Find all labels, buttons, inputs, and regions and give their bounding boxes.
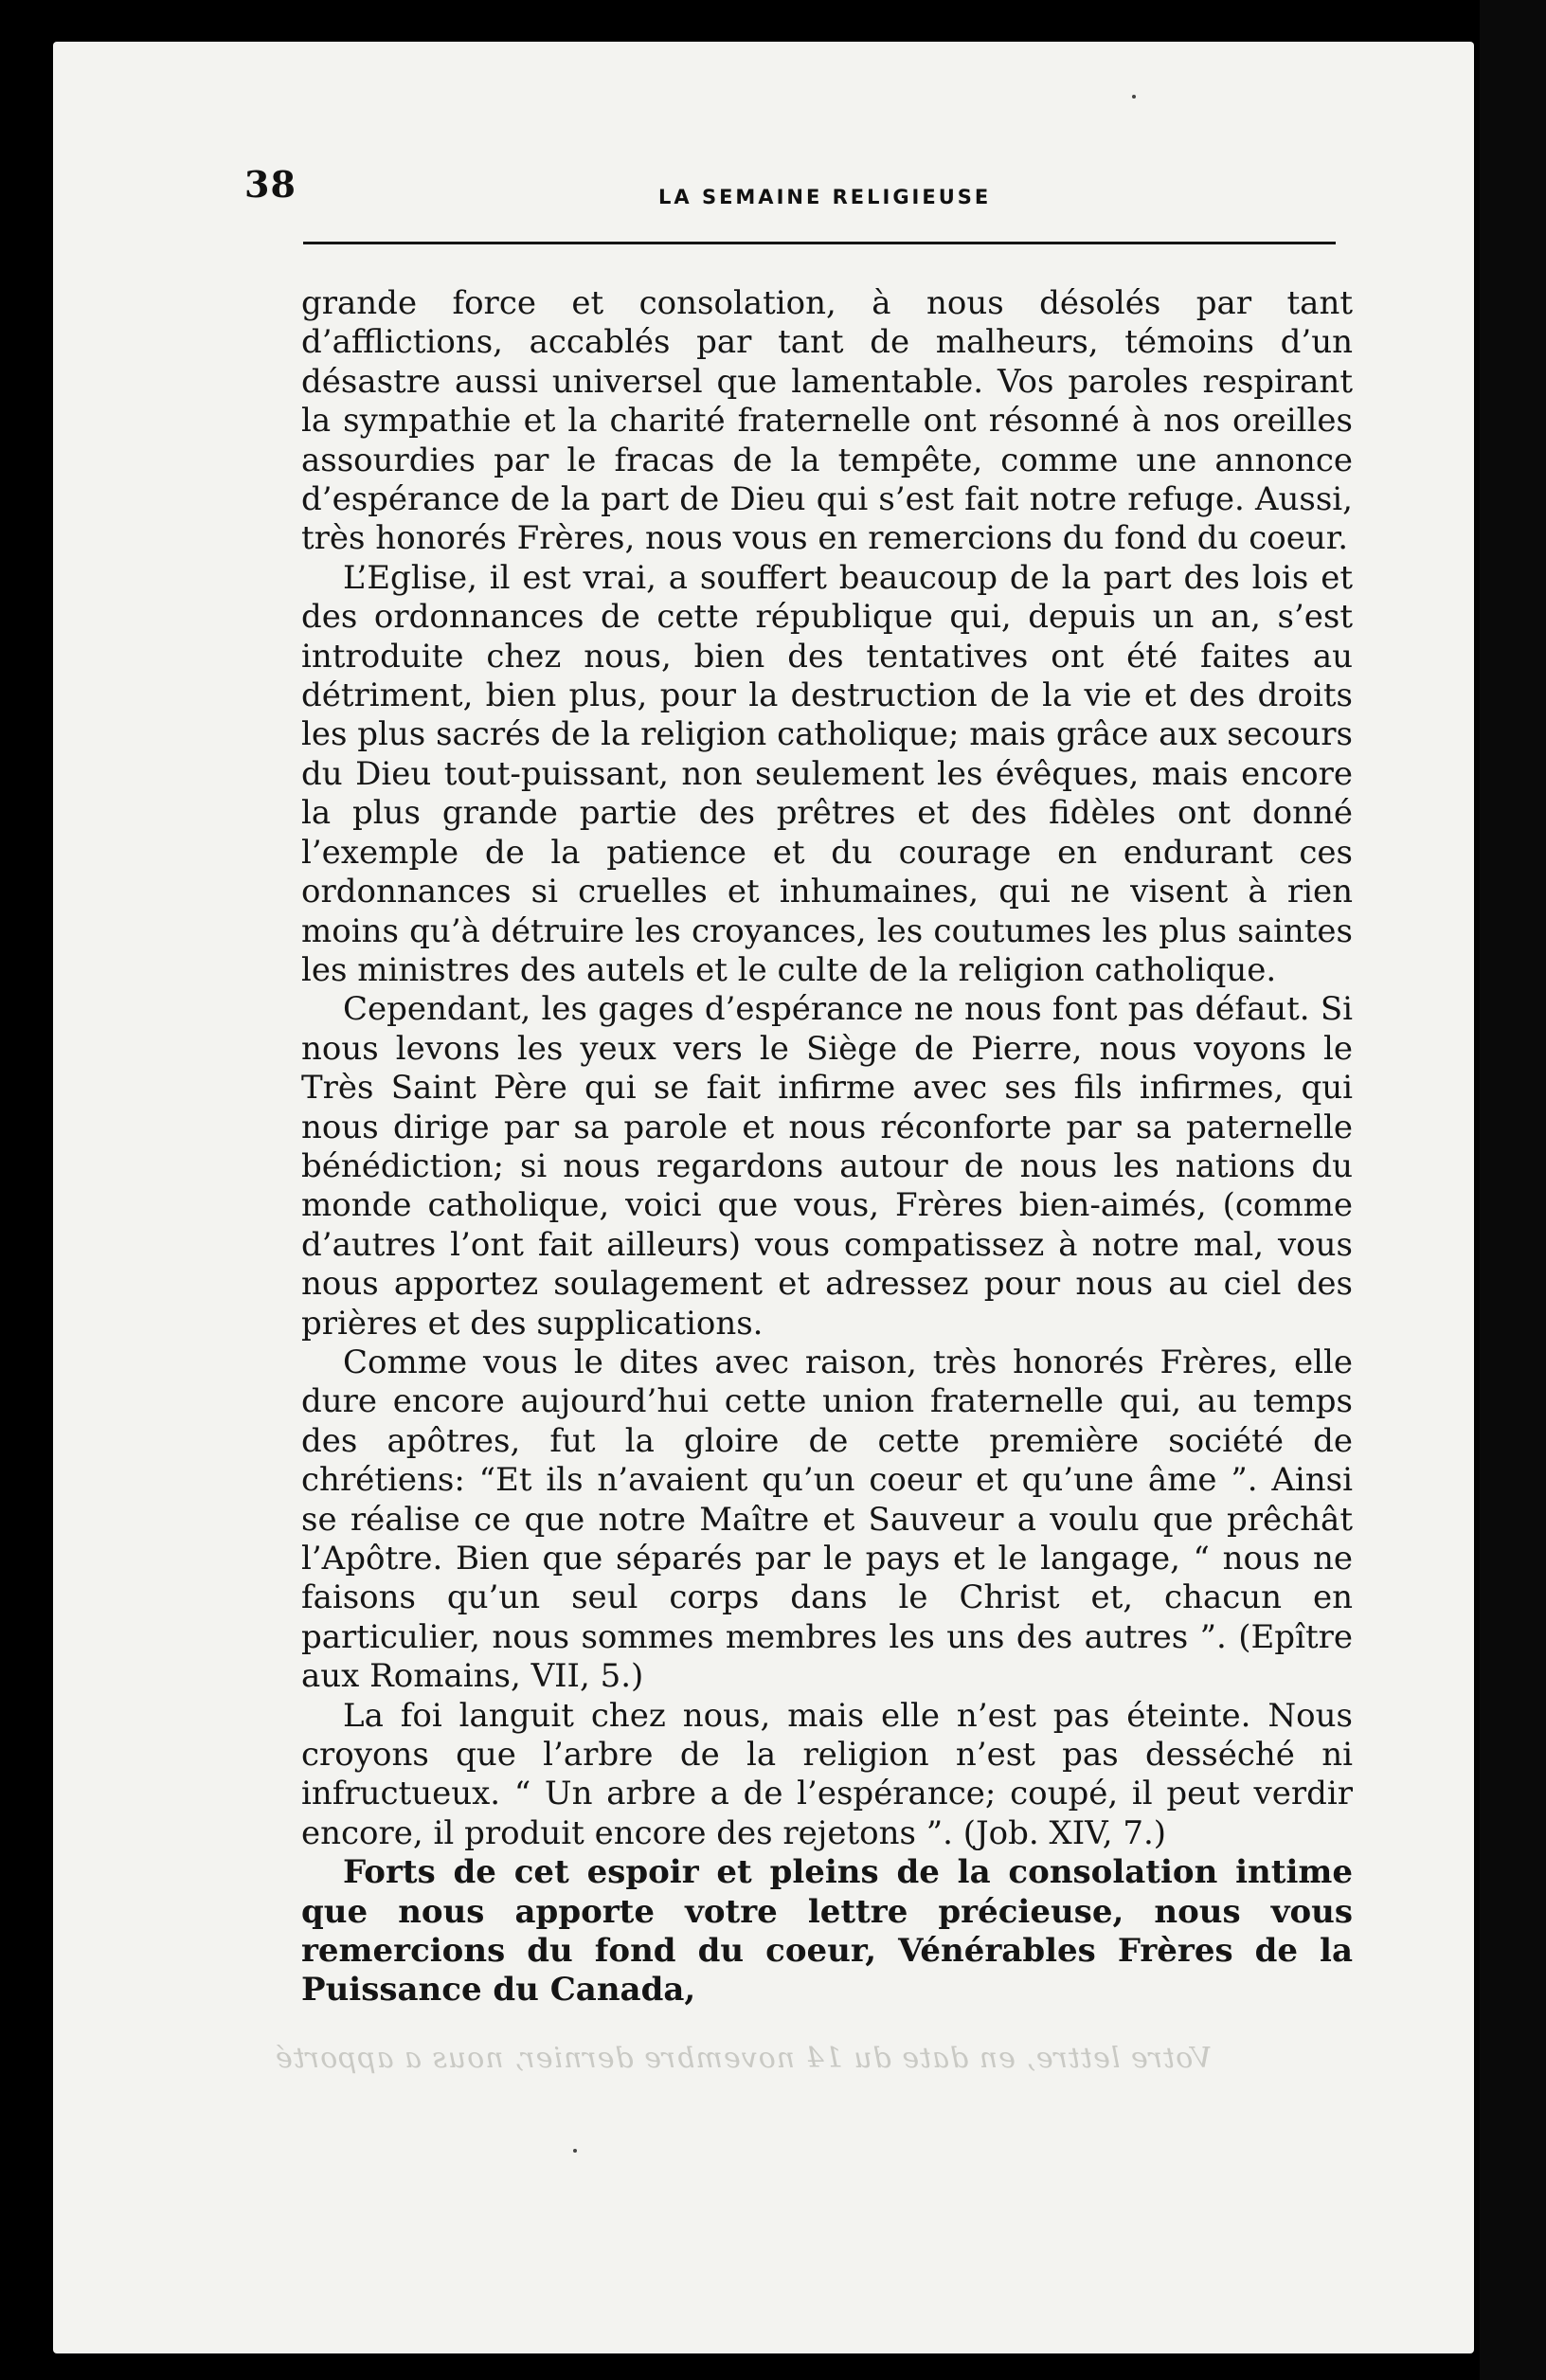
page-number: 38 bbox=[244, 163, 297, 206]
body-text bbox=[301, 284, 1353, 2010]
paragraph-4: Comme vous le dites avec raison, très honorés Frères, elle dure encore aujourd’hui cette union fraternelle qui, au temps des apôtres, fut la gloire de cette première société de chrétiens: “Et ils n’avaient qu’un coeur et qu’une âme ”. Ainsi se réalise ce que notre Maître et Sauveur a voulu que prêchât l’Apôtre. Bien que séparés par le pays et le langage, “ nous ne faisons qu’un seul corps dans le Christ et, chacun en particulier, nous sommes membres les uns des autres ”. (Epître aux Romains, VII, 5.) bbox=[301, 1343, 1353, 1696]
paper-speck bbox=[573, 2149, 577, 2153]
paragraph-5: La foi languit chez nous, mais elle n’est pas éteinte. Nous croyons que l’arbre de la religion n’est pas desséché ni infructueux. “ Un arbre a de l’espérance; coupé, il peut verdir encore, il produit encore des rejetons ”. (Job. XIV, 7.) bbox=[301, 1696, 1353, 1852]
paragraph-3: Cependant, les gages d’espérance ne nous font pas défaut. Si nous levons les yeux vers le Siège de Pierre, nous voyons le Très Saint Père qui se fait infirme avec ses fils infirmes, qui nous dirige par sa parole et nous réconforte par sa paternelle bénédiction; si nous regardons autour de nous les nations du monde catholique, voici que vous, Frères bien-aimés, (comme d’autres l’ont fait ailleurs) vous compatissez à notre mal, vous nous apportez soulagement et adressez pour nous au ciel des prières et des supplications. bbox=[301, 990, 1353, 1343]
header-rule bbox=[303, 242, 1336, 244]
bleed-through-text: Votre lettre, en date du 14 novembre dernier, nous a apporté bbox=[275, 2042, 1213, 2075]
paragraph-2: L’Eglise, il est vrai, a souffert beaucoup de la part des lois et des ordonnances de cette république qui, depuis un an, s’est introduite chez nous, bien des tentatives ont été faites au détriment, bien plus, pour la destruction de la vie et des droits les plus sacrés de la religion catholique; mais grâce aux secours du Dieu tout-puissant, non seulement les évêques, mais encore la plus grande partie des prêtres et des fidèles ont donné l’exemple de la patience et du courage en endurant ces ordonnances si cruelles et inhumaines, qui ne visent à rien moins qu’à détruire les croyances, les coutumes les plus saintes les ministres des autels et le culte de la religion catholique. bbox=[301, 558, 1353, 989]
paragraph-6: Forts de cet espoir et pleins de la consolation intime que nous apporte votre lettre précieuse, nous vous remercions du fond du coeur, Vénérables Frères de la Puissance du Canada, bbox=[301, 1853, 1353, 2010]
running-title: LA SEMAINE RELIGIEUSE bbox=[658, 186, 992, 208]
paragraph-1: grande force et consolation, à nous désolés par tant d’afflictions, accablés par tant de malheurs, témoins d’un désastre aussi universel que lamentable. Vos paroles respirant la sympathie et la charité fraternelle ont résonné à nos oreilles assourdies par le fracas de la tempête, comme une annonce d’espérance de la part de Dieu qui s’est fait notre refuge. Aussi, très honorés Frères, nous vous en remercions du fond du coeur. bbox=[301, 284, 1353, 558]
paper-speck bbox=[1132, 95, 1136, 99]
adjacent-page-edge bbox=[1480, 0, 1546, 2380]
